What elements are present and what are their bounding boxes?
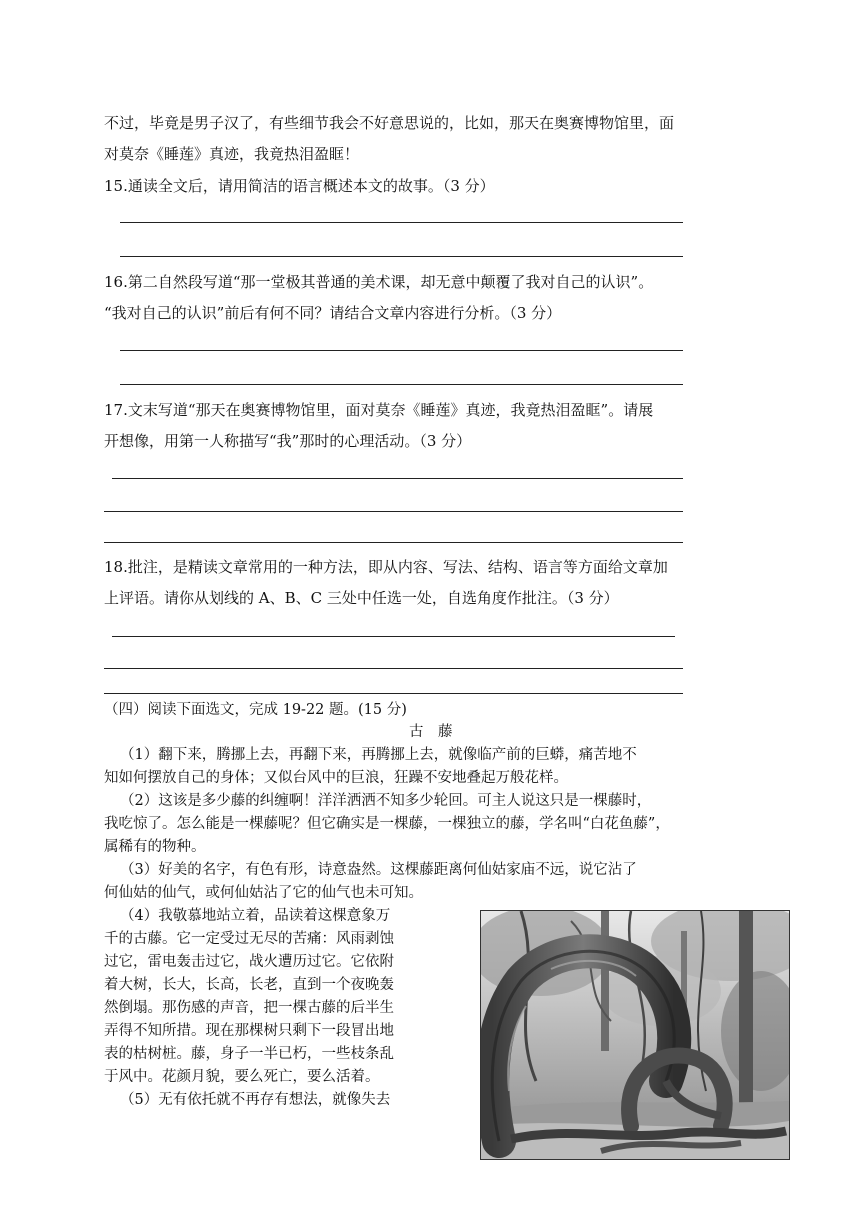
question-15: 15.通读全文后，请用简洁的语言概述本文的故事。（3 分） xyxy=(104,177,495,195)
answer-line[interactable] xyxy=(120,222,683,223)
section-heading: （四）阅读下面选文，完成 19-22 题。(15 分) xyxy=(104,702,407,718)
answer-line[interactable] xyxy=(104,693,683,694)
paragraph-4-line-1: （4）我敬慕地站立着，品读着这棵意象万 xyxy=(120,908,391,924)
paragraph-1-line-2: 知如何摆放自己的身体；又似台风中的巨浪，狂躁不安地叠起万般花样。 xyxy=(104,770,568,786)
paragraph-2-line-1: （2）这该是多少藤的纠缠啊！洋洋洒洒不知多少轮回。可主人说这只是一棵藤时， xyxy=(120,793,652,809)
paragraph-5-line-1: （5）无有依托就不再存有想法，就像失去 xyxy=(120,1092,391,1108)
answer-line[interactable] xyxy=(104,668,683,669)
answer-line[interactable] xyxy=(112,636,675,637)
ancient-vine-photo xyxy=(480,910,790,1160)
intro-line-1: 不过，毕竟是男子汉了，有些细节我会不好意思说的，比如，那天在奥赛博物馆里，面 xyxy=(104,114,675,132)
paragraph-4-line-7: 表的枯树桩。藤，身子一半已朽，一些枝条乱 xyxy=(104,1046,394,1062)
paragraph-4-line-3: 过它，雷电轰击过它，战火遭历过它。它依附 xyxy=(104,954,394,970)
answer-line[interactable] xyxy=(104,542,683,543)
paragraph-2-line-2: 我吃惊了。怎么能是一棵藤呢？但它确实是一棵藤，一棵独立的藤，学名叫“白花鱼藤”， xyxy=(104,816,670,832)
paragraph-4-line-5: 然倒塌。那伤感的声音，把一棵古藤的后半生 xyxy=(104,1000,394,1016)
paragraph-2-line-3: 属稀有的物种。 xyxy=(104,839,206,855)
question-18-line-1: 18.批注，是精读文章常用的一种方法，即从内容、写法、结构、语言等方面给文章加 xyxy=(104,558,668,576)
paragraph-3-line-1: （3）好美的名字，有色有形，诗意盎然。这棵藤距离何仙姑家庙不远，说它沾了 xyxy=(120,862,637,878)
paragraph-4-line-6: 弄得不知所措。现在那棵树只剩下一段冒出地 xyxy=(104,1023,394,1039)
question-17-line-1: 17.文末写道“那天在奥赛博物馆里，面对莫奈《睡莲》真迹，我竟热泪盈眶”。请展 xyxy=(104,401,654,419)
paragraph-1-line-1: （1）翻下来，腾挪上去，再翻下来，再腾挪上去，就像临产前的巨蟒，痛苦地不 xyxy=(120,747,637,763)
paragraph-4-line-4: 着大树，长大，长高，长老，直到一个夜晚轰 xyxy=(104,977,394,993)
paragraph-3-line-2: 何仙姑的仙气，或何仙姑沾了它的仙气也未可知。 xyxy=(104,885,423,901)
paragraph-4-line-8: 于风中。花颜月貌，要么死亡，要么活着。 xyxy=(104,1069,380,1085)
answer-line[interactable] xyxy=(120,384,683,385)
article-title: 古 藤 xyxy=(409,724,453,740)
question-18-line-2: 上评语。请你从划线的 A、B、C 三处中任选一处，自选角度作批注。（3 分） xyxy=(104,589,619,607)
intro-line-2: 对莫奈《睡莲》真迹，我竟热泪盈眶！ xyxy=(104,145,360,163)
answer-line[interactable] xyxy=(112,478,683,479)
question-16-line-1: 16.第二自然段写道“那一堂极其普通的美术课，却无意中颠覆了我对自己的认识”。 xyxy=(104,273,654,291)
question-16-line-2: “我对自己的认识”前后有何不同？请结合文章内容进行分析。（3 分） xyxy=(104,304,562,322)
answer-line[interactable] xyxy=(120,256,683,257)
question-17-line-2: 开想像，用第一人称描写“我”那时的心理活动。（3 分） xyxy=(104,432,472,450)
paragraph-4-line-2: 千的古藤。它一定受过无尽的苦痛：风雨剥蚀 xyxy=(104,931,394,947)
answer-line[interactable] xyxy=(104,511,683,512)
answer-line[interactable] xyxy=(120,350,683,351)
